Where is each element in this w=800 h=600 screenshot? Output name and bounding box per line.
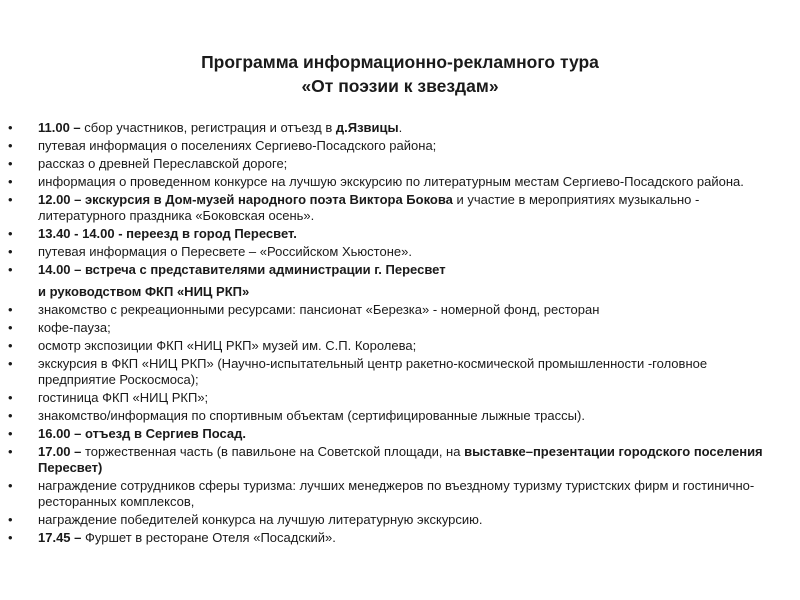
agenda-item — [0, 174, 780, 190]
item-text: и участие в мероприятиях музыкально - литературного праздника «Боковская осень». — [38, 192, 700, 223]
bullet-icon: • — [8, 320, 13, 335]
agenda-item — [0, 426, 780, 442]
item-text: рассказ о древней Переславской дороге; — [38, 156, 288, 171]
bullet-icon: • — [8, 408, 13, 423]
agenda-item — [0, 320, 780, 336]
item-text-bold: выставке–презентации городского поселения Пересвет) — [38, 444, 763, 475]
agenda-item — [0, 478, 780, 510]
item-text: кофе-пауза; — [38, 320, 111, 335]
agenda-item — [0, 156, 780, 172]
bullet-icon: • — [8, 530, 13, 545]
agenda-item-continuation — [0, 284, 780, 300]
agenda-item — [0, 262, 780, 278]
agenda-item — [0, 512, 780, 528]
agenda-item — [0, 138, 780, 154]
item-text: путевая информация о Пересвете – «Российском Хьюстоне». — [38, 244, 412, 259]
time-label: 12.00 – экскурсия в Дом-музей народного поэта Виктора Бокова — [38, 192, 453, 207]
item-text: сбор участников, регистрация и отъезд в — [84, 120, 336, 135]
time-label: 17.45 – — [38, 530, 85, 545]
slide-title-line-2: «От поэзии к звездам» — [301, 76, 499, 96]
item-text: экскурсия в ФКП «НИЦ РКП» (Научно-испытательный центр ракетно-космической промышленности -головное предприятие Роскосмоса); — [38, 356, 708, 387]
time-label: 11.00 – — [38, 120, 85, 135]
bullet-icon: • — [8, 120, 13, 135]
bullet-icon: • — [8, 174, 13, 189]
item-text-end: . — [398, 120, 403, 135]
bullet-icon: • — [8, 244, 13, 259]
time-label: 14.00 – встреча с представителями администрации г. Пересвет — [38, 262, 446, 277]
item-text: путевая информация о поселениях Сергиево-Посадского района; — [38, 138, 437, 153]
item-text: осмотр экспозиции ФКП «НИЦ РКП» музей им. С.П. Королева; — [38, 338, 417, 353]
item-text-bold: и руководством ФКП «НИЦ РКП» — [38, 284, 250, 299]
item-text: торжественная часть (в павильоне на Советской площади, на — [85, 444, 465, 459]
bullet-icon: • — [8, 426, 13, 441]
bullet-icon: • — [8, 338, 13, 353]
slide-title — [0, 50, 800, 98]
agenda-item — [0, 530, 780, 546]
agenda-item — [0, 444, 780, 476]
bullet-icon: • — [8, 302, 13, 317]
agenda-item — [0, 120, 780, 136]
bullet-icon: • — [8, 390, 13, 405]
agenda-item — [0, 356, 780, 388]
item-text: награждение сотрудников сферы туризма: лучших менеджеров по въездному туризму туристских фирм и гостинично-ресторанных комплексов, — [38, 478, 755, 509]
agenda-list — [0, 118, 780, 546]
agenda-item — [0, 338, 780, 354]
bullet-icon: • — [8, 138, 13, 153]
item-text: знакомство/информация по спортивным объектам (сертифицированные лыжные трассы). — [38, 408, 585, 423]
agenda-item — [0, 302, 780, 318]
item-text: Фуршет в ресторане Отеля «Посадский». — [85, 530, 336, 545]
item-text: информация о проведенном конкурсе на лучшую экскурсию по литературным местам Сергиево-Посадского района. — [38, 174, 744, 189]
place-label: д.Язвицы — [335, 120, 399, 135]
time-label: 17.00 – — [38, 444, 85, 459]
agenda-item — [0, 390, 780, 406]
bullet-icon: • — [8, 156, 13, 171]
bullet-icon: • — [8, 356, 13, 371]
agenda-item — [0, 408, 780, 424]
agenda-item — [0, 192, 780, 224]
slide-title-line-1: Программа информационно-рекламного тура — [201, 52, 599, 72]
item-text: награждение победителей конкурса на лучшую литературную экскурсию. — [38, 512, 483, 527]
item-text: гостиница ФКП «НИЦ РКП»; — [38, 390, 209, 405]
item-text: знакомство с рекреационными ресурсами: пансионат «Березка» - номерной фонд, ресторан — [38, 302, 600, 317]
bullet-icon: • — [8, 478, 13, 493]
time-label: 13.40 - 14.00 - переезд в город Пересвет. — [38, 226, 297, 241]
agenda-item — [0, 226, 780, 242]
bullet-icon: • — [8, 512, 13, 527]
agenda-item — [0, 244, 780, 260]
bullet-icon: • — [8, 262, 13, 277]
time-label: 16.00 – отъезд в Сергиев Посад. — [38, 426, 246, 441]
bullet-icon: • — [8, 226, 13, 241]
bullet-icon: • — [8, 444, 13, 459]
bullet-icon: • — [8, 192, 13, 207]
